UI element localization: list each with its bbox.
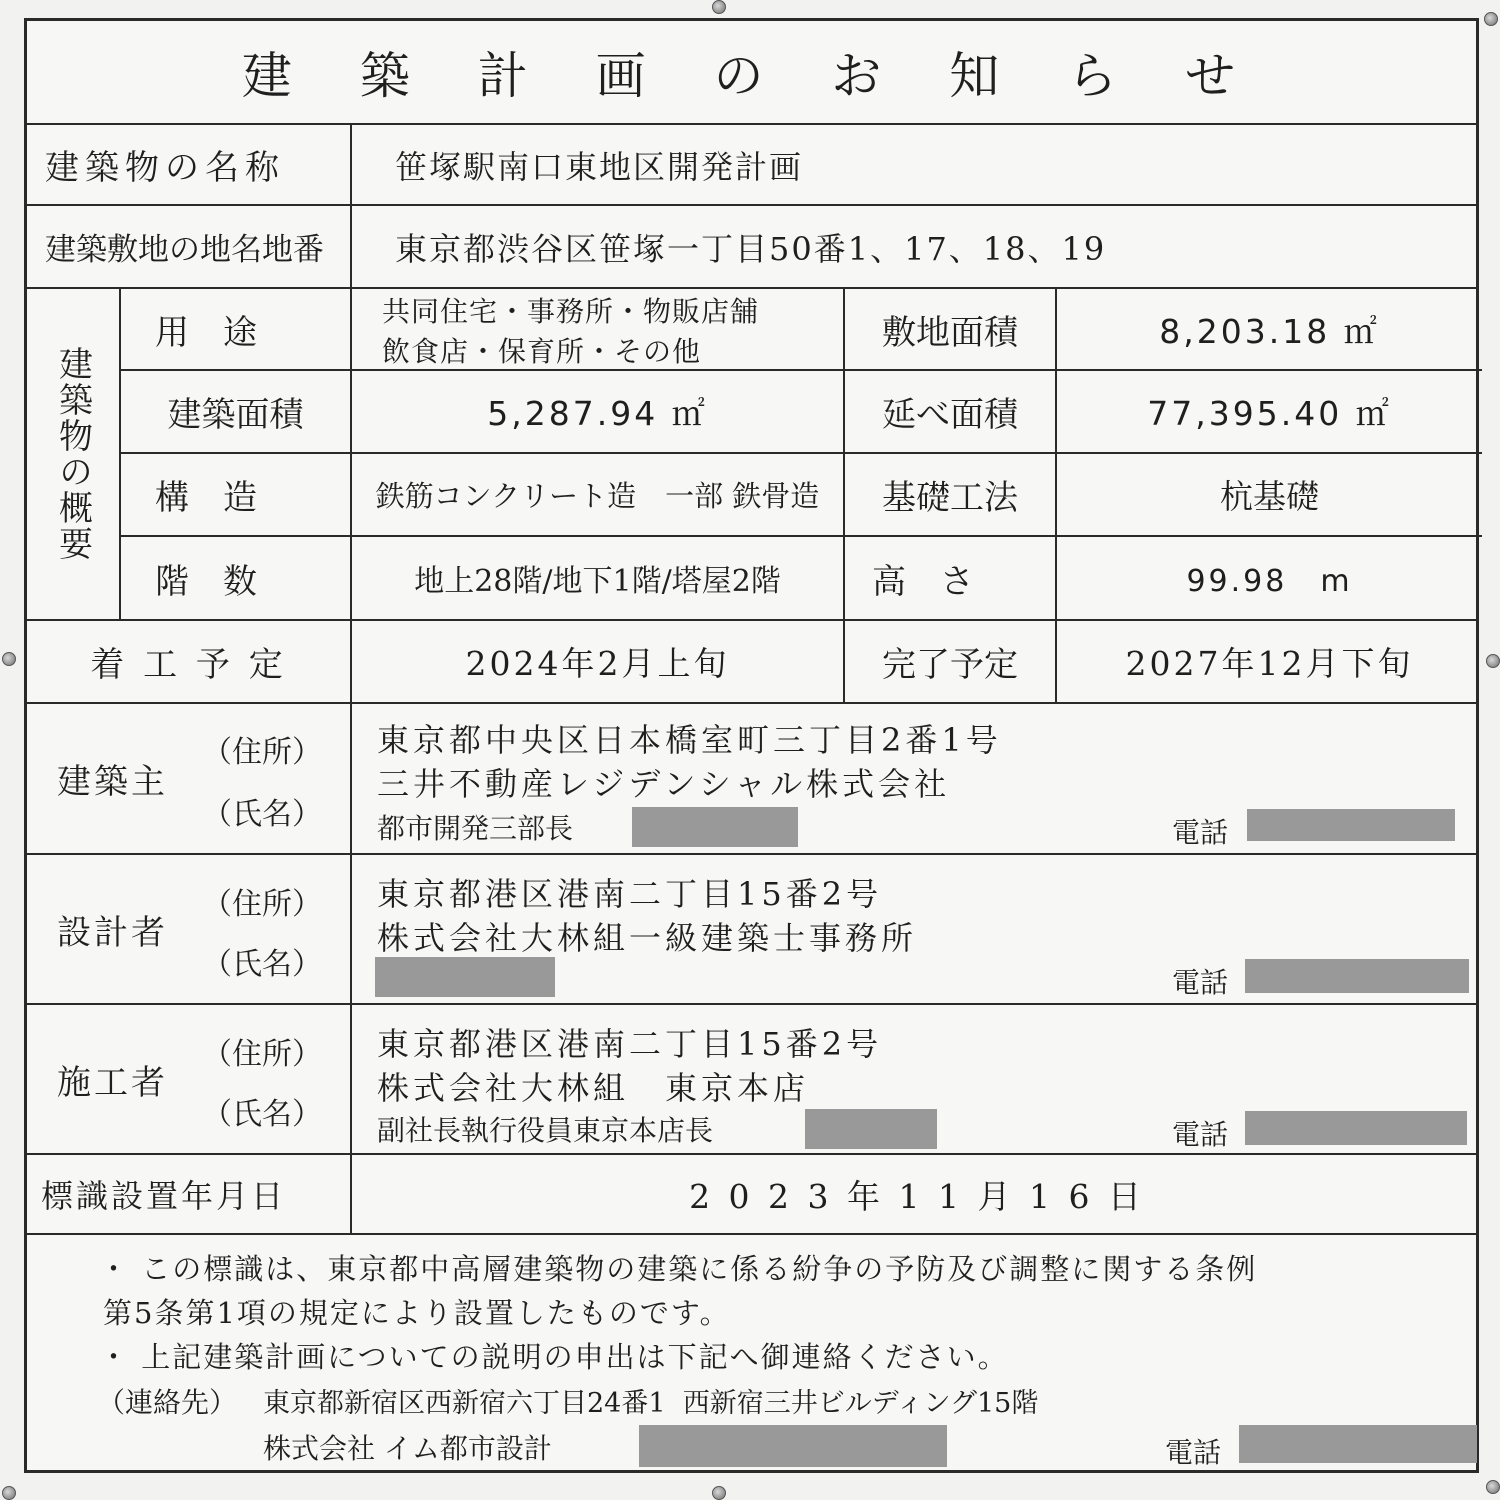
contractor-address-label: （住所） [202, 1037, 322, 1072]
completion-value: 2027年12月下旬 [1125, 644, 1414, 683]
contractor-label: 施工者 [57, 1062, 168, 1103]
note-line3: ・ 上記建築計画についての説明の申出は下記へ御連絡ください。 [99, 1340, 1009, 1374]
rule [27, 702, 1476, 704]
screw [2, 652, 16, 666]
redacted-phone [1247, 809, 1455, 841]
note-line2: 第5条第1項の規定により設置したものです。 [103, 1296, 731, 1330]
screw [1486, 1480, 1500, 1494]
site-area-value: 8,203.18 ㎡ [1159, 311, 1380, 351]
foundation-label: 基礎工法 [882, 478, 1018, 518]
redacted-phone [1245, 1111, 1467, 1145]
foundation-value: 杭基礎 [1220, 477, 1319, 516]
contact-company: 株式会社 イム都市設計 [263, 1432, 552, 1465]
redacted-name [375, 957, 555, 997]
total-floor-area-value: 77,395.40 ㎡ [1147, 394, 1392, 433]
rule [27, 1003, 1476, 1005]
use-value-line2: 飲食店・保育所・その他 [382, 335, 702, 368]
designer-phone-label: 電話 [1172, 966, 1229, 999]
screw [1484, 12, 1498, 26]
rule [27, 1233, 1476, 1235]
contractor-name-label: （氏名） [202, 1097, 322, 1132]
completion-label: 完了予定 [882, 645, 1018, 685]
height-value: 99.98 m [1186, 564, 1353, 599]
redacted-name [639, 1425, 947, 1467]
rule [27, 853, 1476, 855]
designer-name-label: （氏名） [202, 947, 322, 982]
designer-address-label: （住所） [202, 887, 322, 922]
building-area-label: 建築面積 [167, 395, 304, 435]
site-address-label: 建築敷地の地名地番 [45, 232, 324, 268]
owner-label: 建築主 [57, 762, 168, 802]
contact-label: （連絡先） [97, 1386, 238, 1419]
screw [1486, 654, 1500, 668]
owner-address-label: （住所） [202, 735, 322, 770]
contractor-address: 東京都港区港南二丁目15番2号 [377, 1025, 883, 1063]
redacted-phone [1245, 959, 1469, 993]
owner-phone-label: 電話 [1172, 816, 1229, 849]
designer-address: 東京都港区港南二丁目15番2号 [377, 875, 883, 913]
use-label: 用 途 [155, 312, 257, 353]
redacted-name [632, 807, 798, 847]
contact-address: 東京都新宿区西新宿六丁目24番1 西新宿三井ビルディング15階 [263, 1388, 1039, 1419]
site-address-value: 東京都渋谷区笹塚一丁目50番1、17、18、19 [395, 229, 1107, 268]
site-area-label: 敷地面積 [882, 312, 1018, 353]
floors-label: 階 数 [155, 561, 257, 602]
height-label: 高 さ [872, 561, 974, 602]
contractor-phone-label: 電話 [1172, 1118, 1229, 1151]
use-value-line1: 共同住宅・事務所・物販店舗 [382, 295, 760, 328]
rule [119, 287, 121, 619]
contractor-company: 株式会社大林組 東京本店 [377, 1069, 810, 1107]
contractor-title: 副社長執行役員東京本店長 [377, 1114, 714, 1147]
building-name-label: 建築物の名称 [45, 148, 285, 188]
overview-group-label [27, 289, 119, 619]
overview-group-text: 建築物の概要 [52, 346, 93, 562]
screw [712, 0, 726, 14]
owner-title: 都市開発三部長 [377, 812, 574, 845]
building-name-value: 笹塚駅南口東地区開発計画 [395, 147, 804, 186]
structure-value: 鉄筋コンクリート造 一部 鉄骨造 [375, 479, 820, 513]
owner-name-label: （氏名） [202, 797, 322, 832]
note-line1: ・ この標識は、東京都中高層建築物の建築に係る紛争の予防及び調整に関する条例 [99, 1252, 1258, 1286]
designer-label: 設計者 [57, 912, 168, 953]
sign-date-value: 2 0 2 3 年 1 1 月 1 6 日 [689, 1176, 1145, 1216]
floors-value: 地上28階/地下1階/塔屋2階 [414, 564, 781, 599]
screw [2, 1486, 16, 1500]
start-label: 着 工 予 定 [90, 645, 287, 685]
contact-phone-label: 電話 [1165, 1436, 1222, 1469]
use-value [382, 293, 842, 367]
building-area-value: 5,287.94 ㎡ [487, 394, 708, 433]
total-floor-area-label: 延べ面積 [882, 395, 1018, 435]
start-value: 2024年2月上旬 [465, 644, 730, 683]
redacted-name [805, 1109, 937, 1149]
redacted-phone [1239, 1425, 1477, 1463]
structure-label: 構 造 [155, 478, 257, 518]
notice-board [24, 18, 1479, 1473]
screw [712, 1486, 726, 1500]
sign-date-label: 標識設置年月日 [41, 1177, 287, 1215]
owner-company: 三井不動産レジデンシャル株式会社 [377, 765, 951, 803]
designer-company: 株式会社大林組一級建築士事務所 [377, 919, 918, 957]
notice-title: 建 築 計 画 の お 知 ら せ [241, 47, 1262, 105]
owner-address: 東京都中央区日本橋室町三丁目2番1号 [377, 721, 1002, 759]
